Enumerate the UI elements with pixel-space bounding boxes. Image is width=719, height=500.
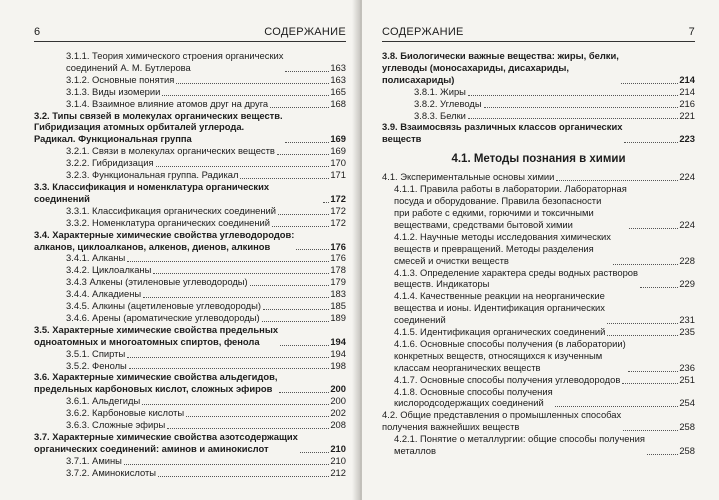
- toc-entry-page: 176: [330, 252, 346, 264]
- toc-entry: [382, 433, 695, 457]
- toc-entry: [34, 276, 346, 288]
- toc-leader-dots: [143, 297, 329, 298]
- toc-entry: [34, 371, 346, 395]
- toc-entry: [382, 50, 695, 86]
- toc-leader-dots: [277, 154, 329, 155]
- toc-entry-page: 251: [679, 373, 695, 385]
- toc-entry-page: 258: [679, 445, 695, 457]
- toc-leader-dots: [240, 178, 329, 179]
- right-page-number: 7: [688, 26, 695, 38]
- toc-entry: [34, 264, 346, 276]
- toc-entry-page: 212: [330, 466, 346, 478]
- toc-entry-page: 169: [330, 133, 346, 145]
- toc-entry: [34, 252, 346, 264]
- toc-entry-page: 189: [330, 311, 346, 323]
- toc-entry: [34, 217, 346, 229]
- toc-entry-title: 3.5.1. Спирты: [66, 347, 126, 359]
- toc-leader-dots: [129, 368, 330, 369]
- toc-entry-page: 168: [330, 97, 346, 109]
- toc-entry-page: 172: [330, 216, 346, 228]
- toc-leader-dots: [124, 464, 329, 465]
- toc-leader-dots: [484, 107, 679, 108]
- toc-entry: [34, 324, 346, 348]
- toc-leader-dots: [556, 180, 678, 181]
- toc-leader-dots: [323, 202, 329, 203]
- toc-entry-title: 3.2.1. Связи в молекулах органических веществ: [66, 145, 275, 157]
- toc-entry-title: 3.7.2. Аминокислоты: [66, 466, 157, 478]
- toc-entry-page: 228: [679, 254, 695, 266]
- toc-entry: [34, 50, 346, 74]
- toc-entry: [382, 374, 695, 386]
- toc-leader-dots: [468, 95, 678, 96]
- right-page-header: СОДЕРЖАНИЕ: [382, 26, 464, 38]
- toc-entry-title: 4.1.5. Идентификация органических соединений: [394, 326, 606, 338]
- toc-entry: [34, 86, 346, 98]
- toc-leader-dots: [628, 371, 679, 372]
- toc-leader-dots: [162, 95, 329, 96]
- toc-entry-title: 3.1.4. Взаимное влияние атомов друг на друга: [66, 97, 269, 109]
- toc-entry-title: 3.9. Взаимосвязь различных классов органических веществ: [382, 121, 623, 145]
- toc-entry: [34, 419, 346, 431]
- chapter-title: 4.1. Методы познания в химии: [451, 153, 626, 166]
- toc-entry-title: 3.4.6. Арены (ароматические углеводороды): [66, 311, 260, 323]
- toc-entry: [34, 312, 346, 324]
- toc-entry-page: 231: [679, 314, 695, 326]
- toc-entry: [34, 98, 346, 110]
- toc-entry: [34, 395, 346, 407]
- toc-entry-page: 165: [330, 85, 346, 97]
- toc-entry: [34, 431, 346, 455]
- toc-entry-title: 4.2.1. Понятие о металлургии: общие способы получения металлов: [394, 433, 645, 457]
- toc-leader-dots: [250, 285, 330, 286]
- toc-entry-title: 4.1.8. Основные способы получения кислородсодержащих соединений: [394, 385, 553, 409]
- toc-entry-page: 235: [679, 326, 695, 338]
- toc-leader-dots: [263, 309, 329, 310]
- toc-leader-dots: [280, 345, 329, 346]
- toc-leader-dots: [468, 118, 678, 119]
- toc-entry: [382, 183, 695, 231]
- toc-leader-dots: [629, 228, 679, 229]
- toc-entry-page: 258: [679, 421, 695, 433]
- toc-entry-page: 172: [330, 204, 346, 216]
- toc-leader-dots: [623, 430, 678, 431]
- toc-leader-dots: [127, 261, 329, 262]
- toc-leader-dots: [270, 107, 329, 108]
- toc-leader-dots: [167, 428, 329, 429]
- left-head-rule: [34, 41, 346, 42]
- toc-leader-dots: [640, 287, 678, 288]
- toc-entry: [382, 386, 695, 410]
- toc-entry-page: 178: [330, 264, 346, 276]
- toc-entry-title: 3.3.1. Классификация органических соединений: [66, 204, 277, 216]
- toc-leader-dots: [285, 142, 330, 143]
- toc-leader-dots: [127, 357, 329, 358]
- toc-entry-title: 4.1.6. Основные способы получения (в лаборатории) конкретных веществ, относящихся к изученным классам неорганических веществ: [394, 337, 626, 373]
- toc-entry: [34, 300, 346, 312]
- toc-entry-page: 179: [330, 276, 346, 288]
- toc-entry-page: 183: [330, 288, 346, 300]
- toc-entry: [382, 86, 695, 98]
- toc-leader-dots: [613, 264, 678, 265]
- toc-entry-title: 3.2.3. Функциональная группа. Радикал: [66, 169, 239, 181]
- toc-leader-dots: [296, 249, 329, 250]
- right-head-rule: [382, 41, 695, 42]
- toc-entry-page: 254: [679, 397, 695, 409]
- toc-entry-page: 194: [330, 335, 346, 347]
- toc-leader-dots: [647, 454, 678, 455]
- toc-entry: [34, 181, 346, 205]
- left-toc: [34, 50, 346, 479]
- toc-entry-title: 4.1.4. Качественные реакции на неорганические вещества и ионы. Идентификация органических соединений: [394, 290, 605, 326]
- left-page-header: СОДЕРЖАНИЕ: [264, 26, 346, 38]
- toc-leader-dots: [153, 273, 329, 274]
- toc-entry-title: 3.6.1. Альдегиды: [66, 395, 141, 407]
- toc-entry-page: 214: [679, 73, 695, 85]
- toc-entry-title: 3.4. Характерные химические свойства углеводородов: алканов, циклоалканов, алкенов, диенов, алкинов: [34, 228, 295, 252]
- toc-leader-dots: [624, 142, 678, 143]
- toc-entry: [34, 110, 346, 146]
- toc-entry: [34, 467, 346, 479]
- toc-entry-page: 172: [330, 192, 346, 204]
- right-running-head: [382, 22, 695, 38]
- right-page: [362, 0, 719, 500]
- toc-leader-dots: [621, 83, 678, 84]
- toc-entry-page: 198: [330, 359, 346, 371]
- toc-entry-page: 202: [330, 407, 346, 419]
- toc-entry-page: 163: [330, 73, 346, 85]
- toc-entry-title: 3.8. Биологически важные вещества: жиры, белки, углеводы (моносахариды, дисахариды, полисахариды): [382, 50, 619, 85]
- toc-entry-title: 3.6. Характерные химические свойства альдегидов, предельных карбоновых кислот, сложных эфиров: [34, 371, 278, 395]
- toc-entry-page: 170: [330, 157, 346, 169]
- toc-leader-dots: [607, 335, 678, 336]
- toc-entry: [34, 455, 346, 467]
- toc-entry-page: 236: [679, 361, 695, 373]
- toc-leader-dots: [272, 226, 329, 227]
- toc-entry-title: 3.1.1. Теория химического строения органических соединений А. М. Бутлерова: [66, 50, 284, 73]
- toc-entry-title: 3.1.3. Виды изомерии: [66, 85, 161, 97]
- toc-entry-page: 200: [330, 383, 346, 395]
- toc-entry-page: 171: [330, 169, 346, 181]
- toc-entry-title: 3.3. Классификация и номенклатура органических соединений: [34, 180, 270, 204]
- toc-leader-dots: [622, 383, 678, 384]
- toc-entry-title: 4.1.3. Определение характера среды водных растворов веществ. Индикаторы: [394, 266, 638, 290]
- toc-entry-title: 3.7.1. Амины: [66, 454, 122, 466]
- toc-entry-page: 163: [330, 61, 346, 73]
- toc-entry-page: 210: [330, 442, 346, 454]
- toc-entry-title: 4.1.1. Правила работы в лаборатории. Лабораторная посуда и оборудование. Правила безопасности при работе с едкими, горючими и токсичными веществами, средствами бытовой химии: [394, 183, 627, 230]
- toc-entry-title: 3.6.2. Карбоновые кислоты: [66, 407, 185, 419]
- toc-entry-title: 3.2. Типы связей в молекулах органических веществ. Гибридизация атомных орбиталей углерода. Радикал. Функциональная группа: [34, 109, 283, 145]
- toc-entry: [382, 121, 695, 145]
- toc-entry-page: 224: [679, 218, 695, 230]
- toc-entry-title: 3.1.2. Основные понятия: [66, 73, 175, 85]
- toc-entry-page: 185: [330, 300, 346, 312]
- toc-entry-title: 3.6.3. Сложные эфиры: [66, 419, 166, 431]
- toc-entry-title: 3.4.2. Циклоалканы: [66, 264, 152, 276]
- toc-entry: [34, 157, 346, 169]
- toc-entry-title: 3.8.2. Углеводы: [414, 97, 482, 109]
- right-toc-top: [382, 50, 695, 145]
- toc-entry-page: 223: [679, 133, 695, 145]
- toc-leader-dots: [278, 214, 329, 215]
- toc-entry-title: 3.8.3. Белки: [414, 109, 466, 121]
- toc-entry: [382, 338, 695, 374]
- toc-leader-dots: [156, 166, 330, 167]
- toc-entry-title: 3.2.2. Гибридизация: [66, 157, 154, 169]
- toc-leader-dots: [300, 452, 330, 453]
- toc-entry-page: 200: [330, 395, 346, 407]
- toc-entry-page: 224: [679, 171, 695, 183]
- toc-entry-page: 176: [330, 240, 346, 252]
- toc-leader-dots: [176, 83, 329, 84]
- toc-entry-title: 3.5.2. Фенолы: [66, 359, 127, 371]
- toc-entry-page: 216: [679, 97, 695, 109]
- toc-entry: [382, 98, 695, 110]
- toc-entry: [34, 205, 346, 217]
- toc-entry-page: 194: [330, 347, 346, 359]
- toc-entry: [382, 110, 695, 122]
- left-running-head: [34, 22, 346, 38]
- toc-entry-page: 169: [330, 145, 346, 157]
- toc-entry: [382, 409, 695, 433]
- toc-leader-dots: [142, 404, 329, 405]
- toc-leader-dots: [279, 392, 329, 393]
- toc-entry-title: 3.3.2. Номенклатура органических соединений: [66, 216, 271, 228]
- toc-entry: [34, 169, 346, 181]
- toc-leader-dots: [262, 321, 330, 322]
- toc-entry-title: 4.1. Экспериментальные основы химии: [382, 171, 555, 183]
- toc-entry-page: 229: [679, 278, 695, 290]
- toc-entry-title: 4.2. Общие представления о промышленных способах получения важнейших веществ: [382, 409, 622, 433]
- toc-entry: [382, 290, 695, 326]
- toc-entry-page: 210: [330, 454, 346, 466]
- toc-entry-title: 3.4.4. Алкадиены: [66, 288, 142, 300]
- toc-entry: [34, 288, 346, 300]
- toc-leader-dots: [158, 476, 329, 477]
- toc-leader-dots: [285, 71, 329, 72]
- toc-entry: [382, 231, 695, 267]
- toc-entry: [34, 229, 346, 253]
- toc-entry-page: 221: [679, 109, 695, 121]
- toc-leader-dots: [186, 416, 329, 417]
- toc-entry: [382, 326, 695, 338]
- toc-entry-title: 3.7. Характерные химические свойства азотсодержащих органических соединений: аминов и аминокислот: [34, 431, 298, 454]
- toc-entry-title: 4.1.2. Научные методы исследования химических веществ и превращений. Методы разделения смесей и очистки веществ: [394, 230, 611, 266]
- toc-entry-title: 3.5. Характерные химические свойства предельных одноатомных и многоатомных спиртов, фенола: [34, 323, 279, 347]
- toc-leader-dots: [555, 406, 679, 407]
- right-toc-bottom: [382, 171, 695, 457]
- toc-entry-title: 4.1.7. Основные способы получения углеводородов: [394, 373, 621, 385]
- toc-entry-page: 208: [330, 419, 346, 431]
- toc-leader-dots: [607, 323, 678, 324]
- toc-entry-page: 214: [679, 85, 695, 97]
- toc-entry-title: 3.4.1. Алканы: [66, 252, 126, 264]
- toc-entry-title: 3.4.5. Алкины (ацетиленовые углеводороды): [66, 300, 261, 312]
- left-page-number: 6: [34, 26, 41, 38]
- toc-entry-title: 3.4.3 Алкены (этиленовые углеводороды): [66, 276, 248, 288]
- toc-entry: [34, 145, 346, 157]
- toc-entry: [382, 171, 695, 183]
- toc-entry-title: 3.8.1. Жиры: [414, 85, 466, 97]
- toc-entry: [34, 407, 346, 419]
- toc-entry: [34, 74, 346, 86]
- toc-entry: [34, 360, 346, 372]
- toc-entry: [34, 348, 346, 360]
- toc-entry: [382, 267, 695, 291]
